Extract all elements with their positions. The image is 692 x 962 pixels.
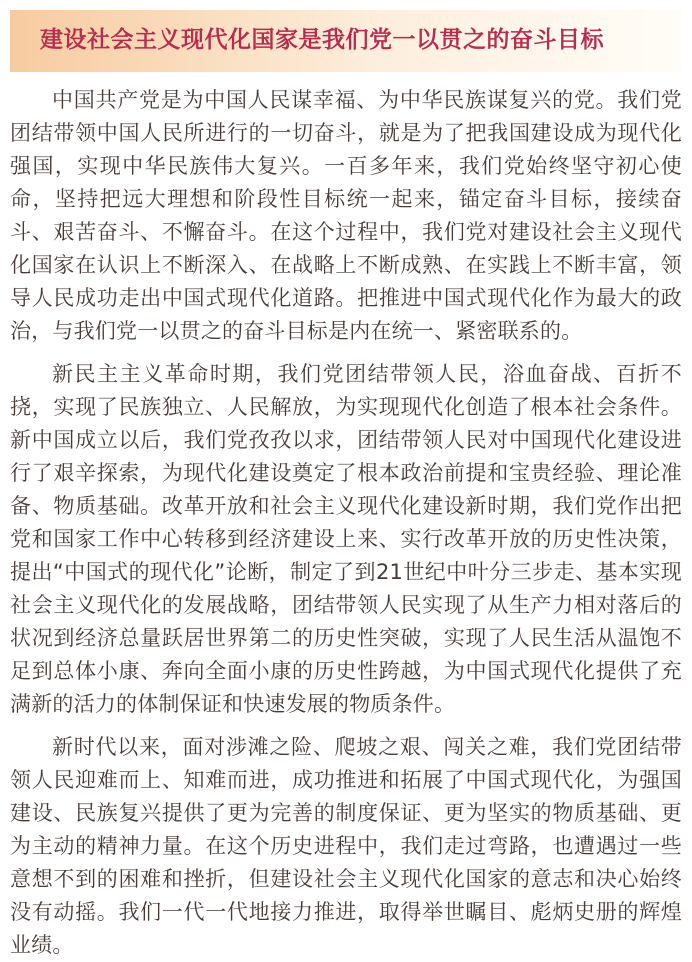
paragraph-3: 新时代以来，面对涉滩之险、爬坡之艰、闯关之难，我们党团结带领人民迎难而上、知难而进，成功推进和拓展了中国式现代化，为强国建设、民族复兴提供了更为完善的制度保证、更为坚实的物质基础、更为主动的精神力量。在这个历史进程中，我们走过弯路，也遭遇过一些意想不到的困难和挫折，但建设社会主义现代化国家的意志和决心始终没有动摇。我们一代一代地接力推进，取得举世瞩目、彪炳史册的辉煌业绩。 <box>10 735 682 957</box>
article-title: 建设社会主义现代化国家是我们党一以贯之的奋斗目标 <box>40 27 604 54</box>
paragraph-1: 中国共产党是为中国人民谋幸福、为中华民族谋复兴的党。我们党团结带领中国人民所进行的一切奋斗，就是为了把我国建设成为现代化强国，实现中华民族伟大复兴。一百多年来，我们党始终坚守初心使命，坚持把远大理想和阶段性目标统一起来，锚定奋斗目标，接续奋斗、艰苦奋斗、不懈奋斗。在这个过程中，我们党对建设社会主义现代化国家在认识上不断深入、在战略上不断成熟、在实践上不断丰富，领导人民成功走出中国式现代化道路。把推进中国式现代化作为最大的政治，与我们党一以贯之的奋斗目标是内在统一、紧密联系的。 <box>10 88 682 343</box>
article-header-bar <box>10 10 682 72</box>
article-body <box>10 72 682 962</box>
paragraph-2: 新民主主义革命时期，我们党团结带领人民，浴血奋战、百折不挠，实现了民族独立、人民解放，为实现现代化创造了根本社会条件。新中国成立以后，我们党孜孜以求，团结带领人民对中国现代化建设进行了艰辛探索，为现代化建设奠定了根本政治前提和宝贵经验、理论准备、物质基础。改革开放和社会主义现代化建设新时期，我们党作出把党和国家工作中心转移到经济建设上来、实行改革开放的历史性决策，提出“中国式的现代化”论断，制定了到21世纪中叶分三步走、基本实现社会主义现代化的发展战略，团结带领人民实现了从生产力相对落后的状况到经济总量跃居世界第二的历史性突破，实现了人民生活从温饱不足到总体小康、奔向全面小康的历史性跨越，为中国式现代化提供了充满新的活力的体制保证和快速发展的物质条件。 <box>10 362 682 716</box>
